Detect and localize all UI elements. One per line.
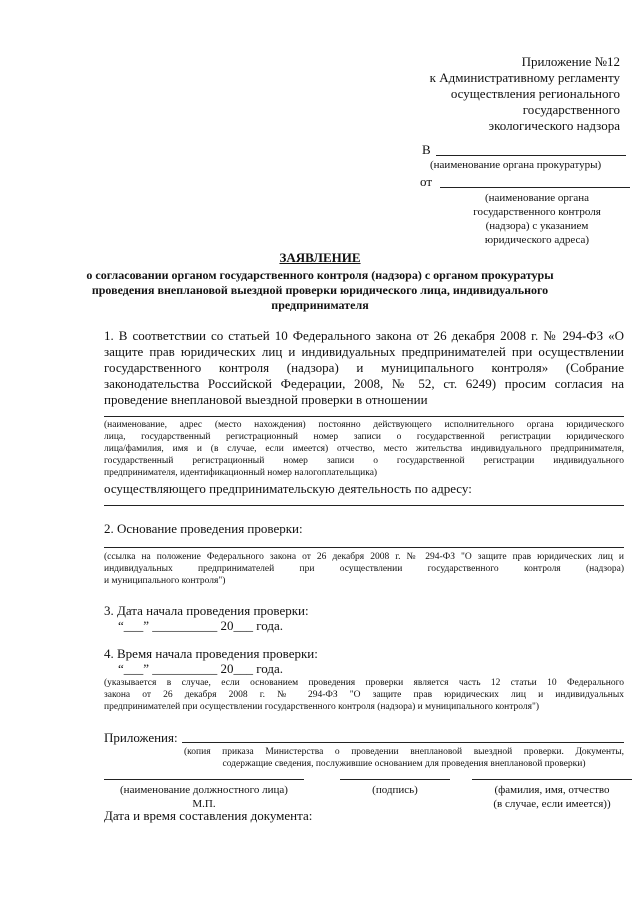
time-note-line: закона от 26 декабря 2008 г. № 294-ФЗ "О защите прав юридических лиц и индивидуальных — [104, 690, 624, 700]
appendix-line: осуществления регионального — [450, 86, 620, 101]
signature-field-line[interactable] — [340, 779, 450, 780]
activity-field-line[interactable] — [104, 505, 624, 506]
basis-note-line: (ссылка на положение Федерального закона от 26 декабря 2008 г. № 294-ФЗ "О защите прав юридических лиц и — [104, 552, 624, 562]
subtitle-line: предпринимателя — [271, 298, 369, 312]
section1-line: 1. В соответствии со статьей 10 Федерального закона от 26 декабря 2008 г. № 294-ФЗ «О — [104, 328, 624, 343]
from-label: от — [420, 174, 433, 189]
basis-note — [104, 551, 624, 587]
attachments-note-line: (копия приказа Министерства о проведении внеплановой выездной проверки. Документы, — [184, 747, 624, 757]
to-field-line[interactable] — [436, 155, 626, 156]
from-field-line[interactable] — [440, 187, 630, 188]
section1-line: защите прав юридических лиц и индивидуальных предпринимателей при осуществлении — [104, 344, 624, 359]
attachments-label: Приложения: — [104, 730, 178, 745]
entity-note — [104, 419, 624, 479]
to-label: В — [422, 142, 431, 157]
section1-body — [104, 328, 624, 408]
from-hint-line: (наименование органа — [484, 192, 590, 204]
section1-line: государственного контроля (надзора) и муниципального контроля» (Собрание — [104, 360, 624, 375]
basis-note-line: и муниципального контроля") — [104, 576, 226, 586]
basis-label: 2. Основание проведения проверки: — [104, 521, 303, 536]
subtitle — [20, 268, 620, 313]
fullname-hint-line: (в случае, если имеется)) — [493, 798, 611, 810]
entity-field-line[interactable] — [104, 416, 624, 417]
entity-note-line: государственный регистрационный номер записи о государственной регистрации индивидуального — [104, 456, 624, 466]
time-note — [104, 677, 624, 713]
datetime-label: Дата и время составления документа: — [104, 808, 313, 823]
fullname-hint-line: (фамилия, имя, отчество — [494, 784, 610, 796]
appendix-line: Приложение №12 — [521, 54, 620, 69]
section1-line: законодательства Российской Федерации, 2008, № 52, ст. 6249) просим согласия на — [104, 376, 624, 391]
start-date-field[interactable]: “___” __________ 20___ года. — [118, 618, 284, 633]
appendix-line: государственного — [522, 102, 620, 117]
entity-note-line: предпринимателя, идентификационный номер налогоплательщика) — [104, 468, 378, 478]
official-block — [104, 783, 304, 811]
basis-note-line: индивидуальных предпринимателей при осуществлении государственного контроля (надзора) — [104, 564, 624, 574]
stamp-label: М.П. — [192, 798, 216, 810]
attachments-field-line[interactable] — [182, 742, 624, 743]
fullname-field-line[interactable] — [472, 779, 632, 780]
to-hint: (наименование органа прокуратуры) — [430, 159, 602, 171]
fullname-hint — [472, 783, 632, 811]
signature-hint: (подпись) — [372, 784, 418, 796]
appendix-block — [360, 54, 620, 134]
section1-line: проведение внеплановой выездной проверки в отношении — [104, 392, 428, 407]
subtitle-line: о согласовании органом государственного контроля (надзора) с органом прокуратуры — [86, 268, 554, 282]
attachments-note-line: содержащие сведения, послужившие основанием для проведения внеплановой проверки) — [222, 759, 586, 769]
start-time-label: 4. Время начала проведения проверки: — [104, 646, 318, 661]
page-title: ЗАЯВЛЕНИЕ — [279, 250, 361, 265]
activity-label: осуществляющего предпринимательскую деятельность по адресу: — [104, 481, 472, 496]
entity-note-line: (наименование, адрес (место нахождения) постоянно действующего исполнительного органа юридического — [104, 420, 624, 430]
from-hint — [452, 191, 622, 247]
time-note-line: предпринимателей при осуществлении государственного контроля (надзора) и муниципального контроля") — [104, 702, 540, 712]
entity-note-line: лица/фамилия, имя и (в случае, если имеется) отчество, место жительства индивидуального предпринимателя, — [104, 444, 624, 454]
from-hint-line: (надзора) с указанием — [485, 220, 589, 232]
subtitle-line: проведения внеплановой выездной проверки юридического лица, индивидуального — [91, 283, 549, 297]
time-note-line: (указывается в случае, если основанием проведения проверки является часть 12 статьи 10 Федерального — [104, 678, 624, 688]
official-field-line[interactable] — [104, 779, 304, 780]
official-hint: (наименование должностного лица) — [120, 784, 288, 796]
start-time-field[interactable]: “___” __________ 20___ года. — [118, 661, 284, 676]
from-hint-line: юридического адреса) — [484, 234, 590, 246]
appendix-line: экологического надзора — [488, 118, 620, 133]
from-hint-line: государственного контроля — [473, 206, 601, 218]
start-date-label: 3. Дата начала проведения проверки: — [104, 603, 309, 618]
basis-field-line[interactable] — [104, 547, 624, 548]
appendix-line: к Административному регламенту — [429, 70, 620, 85]
attachments-note — [184, 746, 624, 770]
entity-note-line: лица, государственный регистрационный номер записи о государственной регистрации юридического — [104, 432, 624, 442]
